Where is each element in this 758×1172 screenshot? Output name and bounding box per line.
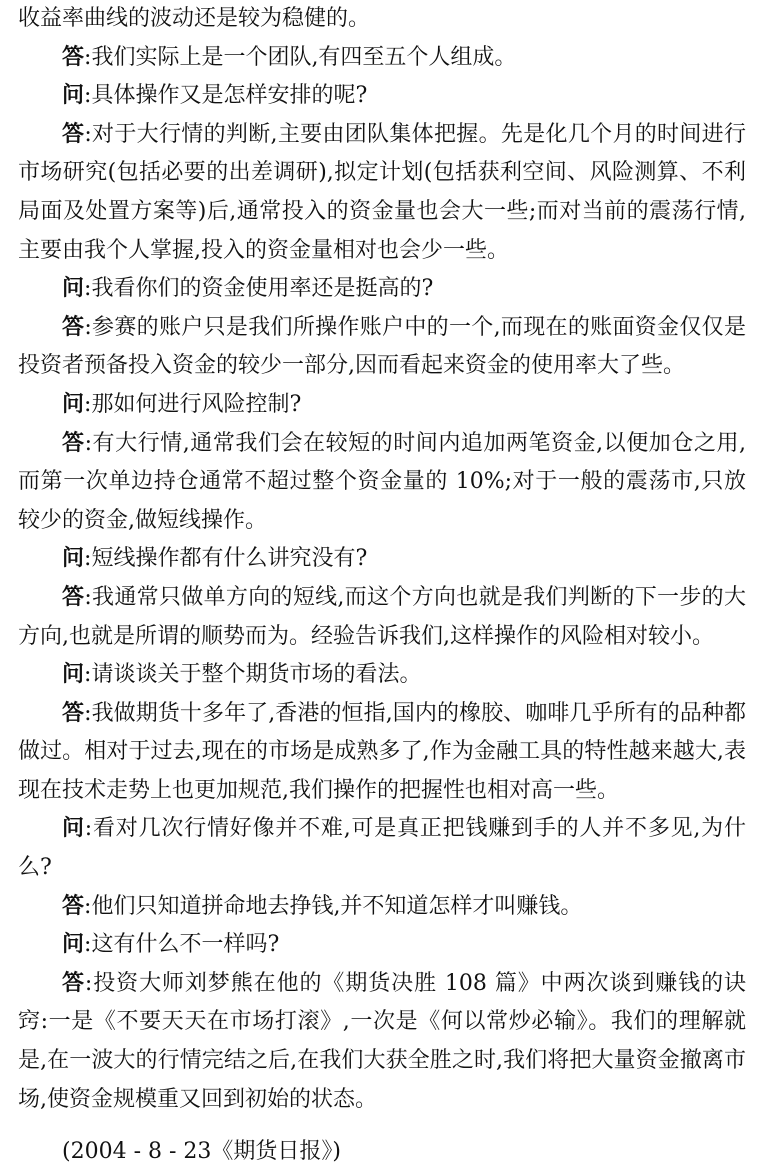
dialogue-paragraph (18, 656, 746, 695)
speaker-label: 问 (62, 662, 85, 688)
speaker-label: 答 (62, 970, 85, 996)
speaker-separator: : (84, 391, 92, 417)
speaker-separator: : (84, 700, 92, 726)
speaker-label: 问 (62, 932, 85, 958)
interview-dialogue (18, 39, 746, 1120)
dialogue-paragraph (18, 540, 746, 579)
speaker-label: 答 (62, 584, 85, 610)
speaker-label: 答 (62, 314, 85, 340)
dialogue-paragraph (18, 116, 746, 270)
speaker-label: 答 (62, 44, 85, 70)
dialogue-paragraph (18, 810, 746, 887)
speaker-label: 问 (62, 816, 85, 842)
paragraph-text: 我做期货十多年了,香港的恒指,国内的橡胶、咖啡几乎所有的品种都做过。相对于过去,现在的市场是成熟多了,作为金融工具的特性越来越大,表现在技术走势上也更加规范,我们操作的把握性也相对高一些。 (18, 700, 746, 803)
dialogue-paragraph (18, 39, 746, 78)
speaker-separator: : (84, 970, 93, 996)
speaker-separator: : (84, 121, 92, 147)
paragraph-text: 短线操作都有什么讲究没有? (91, 546, 368, 572)
source-citation: (2004 - 8 - 23《期货日报》) (62, 1139, 341, 1165)
paragraph-text: 请谈谈关于整个期货市场的看法。 (91, 662, 422, 688)
paragraph-text: 投资大师刘梦熊在他的《期货决胜 108 篇》中两次谈到赚钱的诀窍:一是《不要天天在市场打滚》,一次是《何以常炒必输》。我们的理解就是,在一波大的行情完结之后,在我们大获全胜之时,我们将把大量资金撤离市场,使资金规模重又回到初始的状态。 (18, 970, 746, 1112)
speaker-label: 答 (62, 893, 85, 919)
speaker-separator: : (84, 546, 92, 572)
dialogue-paragraph (18, 425, 746, 541)
paragraph-text: 这有什么不一样吗? (91, 932, 280, 958)
dialogue-paragraph (18, 926, 746, 965)
paragraph-text: 他们只知道拼命地去挣钱,并不知道怎样才叫赚钱。 (91, 893, 583, 919)
opening-line: 收益率曲线的波动还是较为稳健的。 (18, 6, 371, 31)
dialogue-paragraph (18, 309, 746, 386)
paragraph-text: 我们实际上是一个团队,有四至五个人组成。 (91, 44, 517, 70)
paragraph-text: 具体操作又是怎样安排的呢? (91, 83, 368, 109)
speaker-label: 问 (62, 546, 85, 572)
paragraph-text: 我看你们的资金使用率还是挺高的? (91, 276, 434, 302)
dialogue-paragraph (18, 77, 746, 116)
speaker-label: 答 (62, 700, 85, 726)
speaker-label: 问 (62, 83, 85, 109)
speaker-separator: : (84, 430, 92, 456)
speaker-label: 答 (62, 121, 85, 147)
paragraph-text: 看对几次行情好像并不难,可是真正把钱赚到手的人并不多见,为什么? (18, 816, 746, 881)
dialogue-paragraph (18, 888, 746, 927)
dialogue-paragraph (18, 386, 746, 425)
speaker-separator: : (84, 932, 92, 958)
paragraph-text: 有大行情,通常我们会在较短的时间内追加两笔资金,以便加仓之用,而第一次单边持仓通常不超过整个资金量的 10%;对于一般的震荡市,只放较少的资金,做短线操作。 (18, 430, 746, 533)
speaker-separator: : (84, 83, 92, 109)
speaker-separator: : (84, 314, 92, 340)
paragraph-text: 参赛的账户只是我们所操作账户中的一个,而现在的账面资金仅仅是投资者预备投入资金的较少一部分,因而看起来资金的使用率大了些。 (18, 314, 746, 379)
speaker-label: 问 (62, 276, 85, 302)
speaker-separator: : (84, 893, 92, 919)
speaker-separator: : (84, 584, 92, 610)
speaker-separator: : (84, 276, 92, 302)
paragraph-text: 那如何进行风险控制? (91, 391, 302, 417)
speaker-separator: : (84, 44, 92, 70)
speaker-separator: : (84, 816, 93, 842)
speaker-separator: : (84, 662, 92, 688)
paragraph-text: 我通常只做单方向的短线,而这个方向也就是我们判断的下一步的大方向,也就是所谓的顺势而为。经验告诉我们,这样操作的风险相对较小。 (18, 584, 746, 649)
speaker-label: 问 (62, 391, 85, 417)
dialogue-paragraph (18, 579, 746, 656)
dialogue-paragraph (18, 695, 746, 811)
speaker-label: 答 (62, 430, 85, 456)
dialogue-paragraph (18, 965, 746, 1119)
dialogue-paragraph (18, 270, 746, 309)
paragraph-text: 对于大行情的判断,主要由团队集体把握。先是化几个月的时间进行市场研究(包括必要的出差调研),拟定计划(包括获利空间、风险测算、不利局面及处置方案等)后,通常投入的资金量也会大一些;而对当前的震荡行情,主要由我个人掌握,投入的资金量相对也会少一些。 (18, 121, 746, 263)
